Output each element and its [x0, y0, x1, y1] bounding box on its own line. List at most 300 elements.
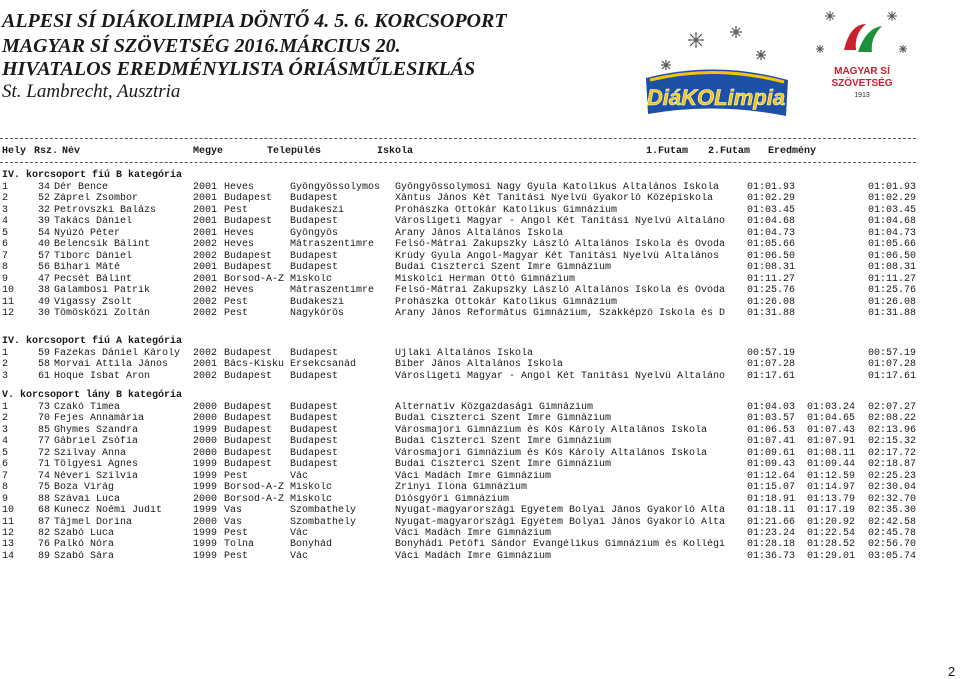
cell-result: 01:04.68 — [867, 216, 916, 228]
cell-result: 02:18.87 — [867, 459, 916, 471]
cell-birth-year: 2002 — [193, 370, 218, 382]
cell-town: Mátraszentimre — [290, 239, 375, 251]
col-iskola: Iskola — [377, 146, 414, 157]
cell-school: Budai Ciszterci Szent Imre Gimnázium — [395, 262, 612, 274]
cell-name: Hoque Isbat Áron — [54, 370, 151, 382]
cell-name: Tájmel Dorina — [54, 516, 133, 528]
cell-bib: 30 — [37, 307, 50, 319]
cell-birth-year: 2001 — [193, 262, 218, 274]
table-row — [0, 528, 916, 540]
section-title: IV. korcsoport fiú A kategória — [2, 336, 183, 347]
cell-county: Tolna — [224, 539, 255, 551]
cell-bib: 58 — [37, 359, 50, 371]
table-row — [0, 436, 916, 448]
cell-result: 02:08.22 — [867, 413, 916, 425]
cell-run2: 01:29.01 — [806, 550, 855, 562]
cell-town: Vác — [290, 550, 309, 562]
table-row — [0, 228, 916, 240]
cell-bib: 39 — [37, 216, 50, 228]
cell-run1: 01:06.50 — [746, 250, 795, 262]
cell-run1: 01:28.18 — [746, 539, 795, 551]
cell-birth-year: 2000 — [193, 447, 218, 459]
cell-bib: 75 — [37, 482, 50, 494]
cell-run2: 01:09.44 — [806, 459, 855, 471]
cell-school: Budai Ciszterci Szent Imre Gimnázium — [395, 459, 612, 471]
cell-name: Galambosi Patrik — [54, 285, 151, 297]
cell-place: 1 — [2, 402, 9, 413]
cell-birth-year: 1999 — [193, 470, 218, 482]
cell-name: Tiborc Dániel — [54, 250, 133, 262]
cell-school: Váci Madách Imre Gimnázium — [395, 528, 552, 539]
title-line-1: ALPESI SÍ DIÁKOLIMPIA DÖNTŐ 4. 5. 6. KORCSOPORT — [2, 10, 507, 32]
cell-result: 01:04.73 — [867, 227, 916, 239]
cell-birth-year: 1999 — [193, 424, 218, 436]
cell-birth-year: 2001 — [193, 359, 218, 371]
cell-result: 01:03.45 — [867, 204, 916, 216]
cell-bib: 52 — [37, 193, 50, 205]
cell-run2: 01:17.19 — [806, 505, 855, 517]
cell-birth-year: 1999 — [193, 539, 218, 551]
cell-place: 3 — [2, 370, 9, 382]
col-hely: Hely — [2, 146, 27, 157]
cell-county: Budapest — [224, 262, 273, 274]
cell-run1: 01:02.29 — [746, 193, 795, 205]
cell-place: 5 — [2, 447, 9, 459]
cell-county: Pest — [224, 528, 249, 539]
cell-town: Budapest — [290, 413, 339, 425]
cell-name: Néveri Szilvia — [54, 470, 139, 482]
table-row — [0, 539, 916, 551]
cell-name: Nyúzó Péter — [54, 227, 121, 239]
cell-county: Budapest — [224, 370, 273, 382]
cell-school: Alternatív Közgazdasági Gimnázium — [395, 402, 594, 413]
cell-result: 01:05.66 — [867, 239, 916, 251]
cell-county: Heves — [224, 182, 255, 193]
cell-result: 02:45.78 — [867, 528, 916, 539]
cell-run1: 01:15.07 — [746, 482, 795, 494]
cell-place: 8 — [2, 262, 9, 274]
cell-town: Bonyhád — [290, 539, 333, 551]
cell-town: Budapest — [290, 424, 339, 436]
cell-county: Vas — [224, 516, 243, 528]
cell-run2: 01:28.52 — [806, 539, 855, 551]
cell-town: Gyöngyös — [290, 227, 339, 239]
cell-school: Felső-Mátrai Zakupszky László Általános Iskola és Óvoda — [395, 239, 726, 251]
cell-run2: 01:08.11 — [806, 447, 855, 459]
cell-bib: 72 — [37, 447, 50, 459]
divider-top — [0, 138, 916, 139]
cell-county: Pest — [224, 307, 249, 319]
cell-bib: 89 — [37, 550, 50, 562]
cell-bib: 34 — [37, 182, 50, 193]
cell-place: 6 — [2, 459, 9, 471]
cell-school: Nyugat-magyarországi Egyetem Bolyai János Gyakorló Álta — [395, 505, 726, 517]
cell-county: Pest — [224, 204, 249, 216]
cell-birth-year: 2002 — [193, 239, 218, 251]
cell-place: 4 — [2, 216, 9, 228]
cell-result: 01:17.61 — [867, 370, 916, 382]
cell-county: Heves — [224, 285, 255, 297]
cell-name: Czakó Tímea — [54, 402, 121, 413]
cell-run2: 01:07.43 — [806, 424, 855, 436]
cell-town: Budakeszi — [290, 204, 345, 216]
cell-school: Újlaki Általános Iskola — [395, 348, 534, 359]
cell-run1: 01:23.24 — [746, 528, 795, 539]
cell-name: Takács Dániel — [54, 216, 133, 228]
table-row — [0, 308, 916, 320]
cell-place: 7 — [2, 470, 9, 482]
cell-run1: 01:12.64 — [746, 470, 795, 482]
cell-county: Budapest — [224, 436, 273, 448]
cell-county: Borsod-A-Z — [224, 493, 285, 505]
cell-result: 02:07.27 — [867, 402, 916, 413]
cell-name: Szávai Luca — [54, 493, 121, 505]
cell-bib: 88 — [37, 493, 50, 505]
table-row — [0, 482, 916, 494]
divider-bottom — [0, 162, 916, 163]
cell-name: Fazekas Dániel Károly — [54, 348, 181, 359]
cell-run1: 01:07.41 — [746, 436, 795, 448]
cell-place: 9 — [2, 493, 9, 505]
cell-town: Budapest — [290, 447, 339, 459]
cell-name: Vigassy Zsolt — [54, 296, 133, 308]
cell-run1: 01:04.73 — [746, 227, 795, 239]
col-megye: Megye — [193, 146, 224, 157]
cell-result: 01:01.93 — [867, 182, 916, 193]
col-futam2: 2.Futam — [708, 146, 751, 157]
cell-town: Budapest — [290, 262, 339, 274]
snowflake-icon — [661, 26, 766, 70]
col-nev: Név — [62, 146, 81, 157]
cell-school: Nyugat-magyarországi Egyetem Bolyai János Gyakorló Álta — [395, 516, 726, 528]
cell-result: 02:25.23 — [867, 470, 916, 482]
cell-town: Vác — [290, 470, 309, 482]
table-row — [0, 448, 916, 460]
table-row — [0, 402, 916, 414]
table-row — [0, 193, 916, 205]
cell-bib: 56 — [37, 262, 50, 274]
cell-county: Pest — [224, 296, 249, 308]
diakolimpia-logo — [636, 10, 796, 120]
cell-place: 8 — [2, 482, 9, 494]
table-row — [0, 359, 916, 371]
cell-birth-year: 2001 — [193, 193, 218, 205]
cell-town: Budapest — [290, 402, 339, 413]
cell-town: Mátraszentimre — [290, 285, 375, 297]
cell-result: 02:32.70 — [867, 493, 916, 505]
cell-place: 10 — [2, 285, 15, 297]
cell-run2: 01:03.24 — [806, 402, 855, 413]
table-row — [0, 205, 916, 217]
cell-town: Budapest — [290, 459, 339, 471]
cell-result: 01:02.29 — [867, 193, 916, 205]
table-row — [0, 297, 916, 309]
cell-county: Budapest — [224, 402, 273, 413]
table-row — [0, 348, 916, 360]
page-number: 2 — [948, 664, 956, 679]
cell-county: Heves — [224, 239, 255, 251]
cell-birth-year: 1999 — [193, 528, 218, 539]
cell-name: Gábriel Zsófia — [54, 436, 139, 448]
cell-place: 12 — [2, 528, 15, 539]
cell-place: 11 — [2, 516, 15, 528]
cell-result: 01:31.88 — [867, 307, 916, 319]
cell-run1: 01:18.11 — [746, 505, 795, 517]
cell-birth-year: 2002 — [193, 348, 218, 359]
cell-school: Miskolci Herman Ottó Gimnázium — [395, 273, 576, 285]
cell-town: Szombathely — [290, 505, 357, 517]
col-telepules: Település — [267, 146, 322, 157]
cell-school: Városligeti Magyar - Angol Két Tanítási Nyelvű Általáno — [395, 370, 726, 382]
cell-run2: 01:07.91 — [806, 436, 855, 448]
cell-result: 02:15.32 — [867, 436, 916, 448]
cell-bib: 54 — [37, 227, 50, 239]
cell-school: Zrínyi Ilona Gimnázium — [395, 482, 528, 494]
table-row — [0, 371, 916, 383]
cell-bib: 82 — [37, 528, 50, 539]
cell-bib: 87 — [37, 516, 50, 528]
cell-name: Petrovszki Balázs — [54, 204, 157, 216]
cell-run2: 01:22.54 — [806, 528, 855, 539]
cell-place: 7 — [2, 250, 9, 262]
cell-county: Budapest — [224, 413, 273, 425]
cell-county: Vas — [224, 505, 243, 517]
cell-school: Városligeti Magyar - Angol Két Tanítási Nyelvű Általáno — [395, 216, 726, 228]
cell-name: Belencsik Bálint — [54, 239, 151, 251]
cell-name: Palkó Nóra — [54, 539, 115, 551]
cell-run2: 01:13.79 — [806, 493, 855, 505]
cell-birth-year: 2002 — [193, 307, 218, 319]
cell-result: 02:30.04 — [867, 482, 916, 494]
svg-text:SZÖVETSÉG: SZÖVETSÉG — [831, 78, 893, 89]
cell-run1: 01:11.27 — [746, 273, 795, 285]
cell-birth-year: 2001 — [193, 273, 218, 285]
title-line-3: HIVATALOS EREDMÉNYLISTA ÓRIÁSMŰLESIKLÁS — [2, 58, 476, 80]
cell-run1: 01:04.68 — [746, 216, 795, 228]
cell-bib: 68 — [37, 505, 50, 517]
cell-run1: 01:26.08 — [746, 296, 795, 308]
cell-birth-year: 2000 — [193, 413, 218, 425]
cell-bib: 59 — [37, 348, 50, 359]
cell-school: Krúdy Gyula Angol-Magyar Két Tanítási Nyelvű Általános — [395, 250, 720, 262]
cell-name: Ghymes Szandra — [54, 424, 139, 436]
table-row — [0, 285, 916, 297]
column-header-row — [0, 146, 916, 158]
cell-run1: 01:05.66 — [746, 239, 795, 251]
cell-county: Heves — [224, 227, 255, 239]
cell-town: Szombathely — [290, 516, 357, 528]
cell-bib: 73 — [37, 402, 50, 413]
cell-run2: 01:12.59 — [806, 470, 855, 482]
cell-county: Bács-Kisku — [224, 359, 285, 371]
cell-name: Szilvay Anna — [54, 447, 127, 459]
cell-run1: 00:57.19 — [746, 348, 795, 359]
cell-school: Bonyhádi Petőfi Sándor Evangélikus Gimnázium és Kollégi — [395, 539, 726, 551]
cell-result: 02:56.70 — [867, 539, 916, 551]
cell-school: Váci Madách Imre Gimnázium — [395, 550, 552, 562]
cell-run1: 01:07.28 — [746, 359, 795, 371]
cell-bib: 49 — [37, 296, 50, 308]
cell-school: Xántus János Két Tanítási Nyelvű Gyakorló Középiskola — [395, 193, 714, 205]
cell-run1: 01:01.93 — [746, 182, 795, 193]
cell-result: 02:35.30 — [867, 505, 916, 517]
col-rsz: Rsz. — [34, 146, 59, 157]
cell-name: Tömösközi Zoltán — [54, 307, 151, 319]
col-eredmeny: Eredmény — [768, 146, 817, 157]
cell-birth-year: 1999 — [193, 482, 218, 494]
cell-birth-year: 2000 — [193, 436, 218, 448]
cell-name: Morvai Attila János — [54, 359, 169, 371]
cell-county: Pest — [224, 470, 249, 482]
cell-run1: 01:17.61 — [746, 370, 795, 382]
cell-county: Budapest — [224, 250, 273, 262]
cell-school: Felső-Mátrai Zakupszky László Általános Iskola és Óvoda — [395, 285, 726, 297]
cell-name: Bihari Máté — [54, 262, 121, 274]
cell-place: 2 — [2, 359, 9, 371]
table-row — [0, 551, 916, 563]
cell-birth-year: 2001 — [193, 216, 218, 228]
cell-result: 01:07.28 — [867, 359, 916, 371]
cell-result: 00:57.19 — [867, 348, 916, 359]
cell-school: Biber János Általános Iskola — [395, 359, 564, 371]
svg-text:1913: 1913 — [854, 92, 870, 99]
cell-run1: 01:09.61 — [746, 447, 795, 459]
cell-result: 03:05.74 — [867, 550, 916, 562]
cell-run2: 01:14.97 — [806, 482, 855, 494]
cell-name: Tölgyesi Ágnes — [54, 459, 139, 471]
cell-bib: 77 — [37, 436, 50, 448]
cell-bib: 71 — [37, 459, 50, 471]
cell-town: Vác — [290, 528, 309, 539]
cell-place: 1 — [2, 348, 9, 359]
cell-result: 01:26.08 — [867, 296, 916, 308]
cell-bib: 38 — [37, 285, 50, 297]
cell-school: Arany János Általános Iskola — [395, 227, 564, 239]
cell-birth-year: 2001 — [193, 227, 218, 239]
cell-run1: 01:04.03 — [746, 402, 795, 413]
cell-result: 02:42.58 — [867, 516, 916, 528]
cell-school: Prohászka Ottokár Katolikus Gimnázium — [395, 204, 618, 216]
cell-place: 3 — [2, 424, 9, 436]
cell-town: Budapest — [290, 436, 339, 448]
cell-school: Városmajori Gimnázium és Kós Károly Általános Iskola — [395, 424, 708, 436]
cell-bib: 57 — [37, 250, 50, 262]
cell-place: 12 — [2, 307, 15, 319]
cell-county: Borsod-A-Z — [224, 482, 285, 494]
cell-school: Prohászka Ottokár Katolikus Gimnázium — [395, 296, 618, 308]
cell-birth-year: 2000 — [193, 402, 218, 413]
cell-birth-year: 2002 — [193, 285, 218, 297]
cell-birth-year: 2001 — [193, 182, 218, 193]
venue-line: St. Lambrecht, Ausztria — [2, 81, 181, 102]
cell-name: Dér Bence — [54, 182, 109, 193]
cell-bib: 32 — [37, 204, 50, 216]
table-row — [0, 262, 916, 274]
cell-run1: 01:09.43 — [746, 459, 795, 471]
cell-town: Miskolc — [290, 482, 333, 494]
table-row — [0, 494, 916, 506]
cell-run1: 01:06.53 — [746, 424, 795, 436]
cell-school: Váci Madách Imre Gimnázium — [395, 470, 552, 482]
cell-run1: 01:08.31 — [746, 262, 795, 274]
cell-bib: 70 — [37, 413, 50, 425]
table-row — [0, 251, 916, 263]
cell-place: 5 — [2, 227, 9, 239]
table-row — [0, 413, 916, 425]
mssz-logo — [810, 4, 910, 114]
cell-result: 01:06.50 — [867, 250, 916, 262]
cell-name: Szabó Luca — [54, 528, 115, 539]
cell-bib: 85 — [37, 424, 50, 436]
col-futam1: 1.Futam — [646, 146, 689, 157]
cell-town: Érsekcsanád — [290, 359, 357, 371]
cell-birth-year: 2000 — [193, 493, 218, 505]
table-row — [0, 459, 916, 471]
cell-run1: 01:18.91 — [746, 493, 795, 505]
cell-place: 6 — [2, 239, 9, 251]
cell-county: Pest — [224, 550, 249, 562]
cell-run2: 01:20.92 — [806, 516, 855, 528]
cell-place: 2 — [2, 413, 9, 425]
cell-place: 14 — [2, 550, 15, 562]
cell-run1: 01:36.73 — [746, 550, 795, 562]
cell-bib: 74 — [37, 470, 50, 482]
cell-run1: 01:25.76 — [746, 285, 795, 297]
cell-county: Budapest — [224, 348, 273, 359]
cell-place: 3 — [2, 204, 9, 216]
cell-place: 2 — [2, 193, 9, 205]
cell-run1: 01:21.66 — [746, 516, 795, 528]
cell-bib: 76 — [37, 539, 50, 551]
cell-school: Budai Ciszterci Szent Imre Gimnázium — [395, 436, 612, 448]
svg-text:DiáKOLimpia: DiáKOLimpia — [646, 85, 786, 110]
cell-place: 4 — [2, 436, 9, 448]
table-row — [0, 182, 916, 194]
cell-town: Budapest — [290, 348, 339, 359]
cell-town: Budapest — [290, 216, 339, 228]
table-row — [0, 471, 916, 483]
cell-county: Budapest — [224, 459, 273, 471]
cell-result: 01:11.27 — [867, 273, 916, 285]
table-row — [0, 216, 916, 228]
cell-run1: 01:31.88 — [746, 307, 795, 319]
cell-birth-year: 1999 — [193, 459, 218, 471]
cell-town: Budakeszi — [290, 296, 345, 308]
cell-bib: 47 — [37, 273, 50, 285]
cell-run2: 01:04.65 — [806, 413, 855, 425]
section-title: V. korcsoport lány B kategória — [2, 390, 183, 401]
cell-town: Budapest — [290, 370, 339, 382]
cell-place: 10 — [2, 505, 15, 517]
cell-school: Diósgyőri Gimnázium — [395, 493, 510, 505]
cell-town: Gyöngyössolymos — [290, 182, 381, 193]
cell-place: 11 — [2, 296, 15, 308]
cell-birth-year: 2002 — [193, 296, 218, 308]
section-title: IV. korcsoport fiú B kategória — [2, 170, 183, 181]
table-row — [0, 425, 916, 437]
cell-result: 01:08.31 — [867, 262, 916, 274]
cell-place: 13 — [2, 539, 15, 551]
table-row — [0, 505, 916, 517]
cell-run1: 01:03.57 — [746, 413, 795, 425]
table-row — [0, 517, 916, 529]
cell-county: Budapest — [224, 193, 273, 205]
cell-town: Nagykőrös — [290, 307, 345, 319]
cell-county: Budapest — [224, 447, 273, 459]
cell-result: 01:25.76 — [867, 285, 916, 297]
cell-birth-year: 2002 — [193, 250, 218, 262]
cell-town: Miskolc — [290, 273, 333, 285]
